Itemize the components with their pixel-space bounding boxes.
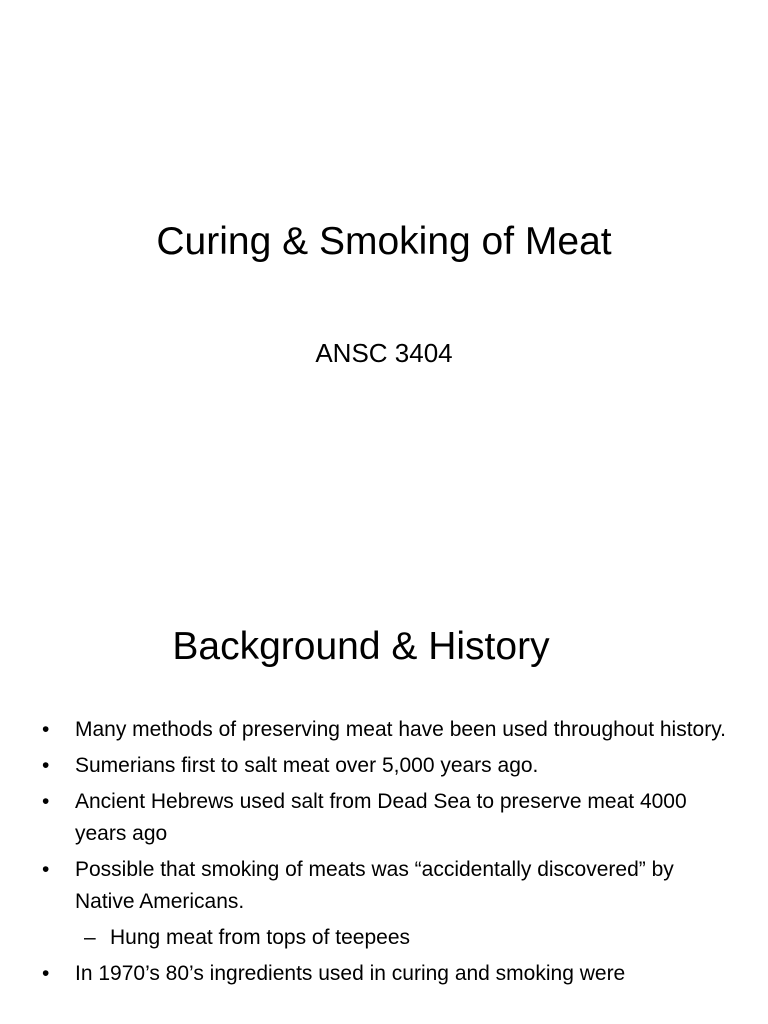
sub-bullet-marker: – xyxy=(84,926,96,949)
bullet-text: Sumerians first to salt meat over 5,000 years ago. xyxy=(75,754,539,777)
slide-title-heading: Curing & Smoking of Meat xyxy=(156,220,612,263)
bullet-item xyxy=(0,854,768,918)
bullet-marker: • xyxy=(42,858,50,881)
bullet-text: Ancient Hebrews used salt from Dead Sea to preserve meat 4000 years ago xyxy=(75,790,687,845)
bullet-item xyxy=(0,714,768,746)
bullet-marker: • xyxy=(42,718,50,741)
bullet-item xyxy=(0,786,768,850)
slide-heading: Background & History xyxy=(172,625,550,668)
sub-bullet-item xyxy=(0,922,768,954)
slide-subtitle: ANSC 3404 xyxy=(315,338,453,368)
bullet-item xyxy=(0,750,768,782)
bullet-text: Possible that smoking of meats was “accidentally discovered” by Native Americans. xyxy=(75,858,674,913)
bullet-text: Many methods of preserving meat have been used throughout history. xyxy=(75,718,726,741)
bullet-marker: • xyxy=(42,962,50,985)
slide-background-history xyxy=(0,576,768,1024)
bullet-item xyxy=(0,958,768,990)
bullet-text: In 1970’s 80’s ingredients used in curing and smoking were xyxy=(75,962,626,985)
bullet-marker: • xyxy=(42,790,50,813)
bullet-marker: • xyxy=(42,754,50,777)
sub-bullet-text: Hung meat from tops of teepees xyxy=(110,926,410,949)
bullet-list xyxy=(0,714,768,994)
